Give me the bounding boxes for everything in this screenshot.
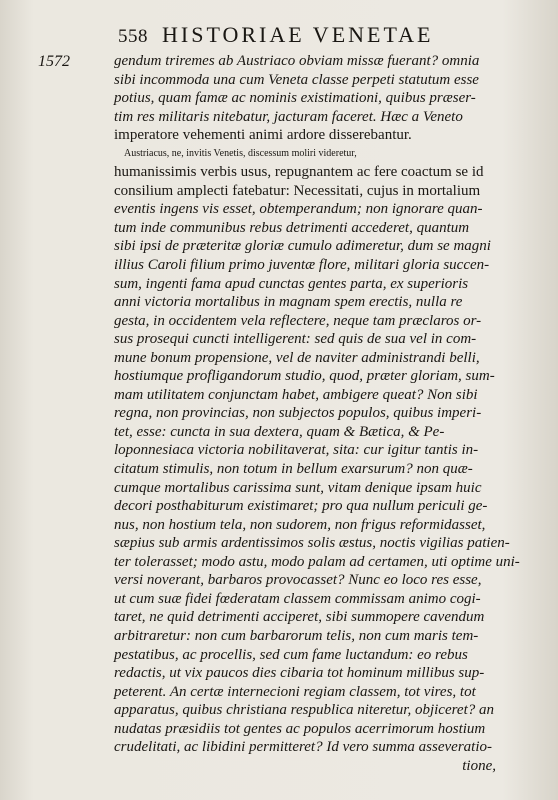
text-line: tione,	[462, 757, 496, 774]
text-line: cumque mortalibus carissima sunt, vitam denique ipsam huic	[114, 479, 482, 496]
text-line: arbitraretur: non cum barbarorum telis, non cum maris tem-	[114, 627, 479, 644]
text-line: crudelitati, ac libidini permitteret? Id vero summa asseveratio-	[114, 739, 492, 756]
text-line: humanissimis verbis usus, repugnantem ac fere coactum se id	[114, 164, 484, 181]
text-line: potius, quam famæ ac nominis existimationi, quibus præser-	[114, 90, 476, 107]
text-line: ter tolerasset; modo astu, modo palam ad certamen, uti optime uni-	[114, 553, 520, 570]
text-line: eventis ingens vis esset, obtemperandum; non ignorare quan-	[114, 201, 483, 218]
text-line: hostiumque profligandorum studio, quod, præter gloriam, sum-	[114, 368, 495, 385]
text-line: tet, esse: cuncta in sua dextera, quam & Bætica, & Pe-	[114, 423, 445, 440]
running-title: HISTORIAE VENETAE	[162, 22, 434, 47]
text-line: nudatas præsidiis tot gentes ac populos acerrimorum hostium	[114, 720, 486, 737]
text-line: versi noverant, barbaros provocasset? Nunc eo loco res esse,	[114, 572, 482, 589]
page-number: 558	[118, 26, 148, 47]
text-line: sibi ipsi de præteritæ gloriæ cumulo adimeretur, dum se magni	[114, 238, 491, 255]
text-line: sæpius sub armis ardentissimos solis æstus, noctis vigilias patien-	[114, 535, 510, 552]
text-line: sus prosequi cuncti intelligerent: sed quis de sua vel in com-	[114, 331, 477, 348]
text-line: Austriacus, ne, invitis Venetis, discessum moliri videretur,	[124, 147, 357, 159]
text-line: citatum stimulis, non totum in bellum exarsurum? non quæ-	[114, 461, 473, 478]
text-line: tim res militaris nitebatur, jacturam faceret. Hæc a Veneto	[114, 108, 463, 125]
text-line: anni victoria mortalibus in magnam spem erectis, nulla re	[114, 294, 463, 311]
text-line: decori posthabiturum existimaret; pro qua nullum periculi ge-	[114, 498, 488, 515]
text-line: tum inde communibus rebus detrimenti accederet, quantum	[114, 219, 470, 236]
text-line: illius Caroli filium primo juventæ flore, militari gloria succen-	[114, 257, 490, 274]
text-line: regna, non provincias, non subjectos populos, quibus imperi-	[114, 405, 482, 422]
text-line: gendum triremes ab Austriaco obviam missæ fuerant? omnia	[114, 53, 480, 69]
text-line: mam utilitatem conjunctam habet, ambigere queat? Non sibi	[114, 386, 478, 403]
margin-year-note: 1572	[38, 53, 70, 70]
body-text	[114, 52, 526, 775]
text-line: gesta, in occidentem vela reflectere, neque tam præclaros or-	[114, 312, 482, 329]
text-line: ut cum suæ fidei fœderatam classem commissam animo cogi-	[114, 590, 481, 607]
text-line: consilium amplecti fatebatur: Necessitati, cujus in mortalium	[114, 182, 481, 199]
text-line: peterent. An certæ internecioni regiam classem, tot vires, tot	[114, 683, 476, 700]
text-line: nus, non hostium tela, non sudorem, non frigus reformidasset,	[114, 516, 486, 533]
text-line: apparatus, quibus christiana respublica niteretur, objiceret? an	[114, 702, 494, 719]
text-line: taret, ne quid detrimenti acciperet, sibi summopere cavendum	[114, 609, 485, 626]
text-line: mune bonum propensione, vel de naviter administrandi belli,	[114, 349, 480, 366]
text-line: redactis, ut vix paucos dies cibaria tot hominum millibus sup-	[114, 665, 485, 682]
text-line: pestatibus, ac procellis, sed cum fame luctandum: eo rebus	[114, 646, 468, 663]
page-header	[118, 22, 468, 50]
text-line: sibi incommoda una cum Veneta classe perpeti statutum esse	[114, 71, 479, 88]
text-line: imperatore vehementi animi ardore disserebantur.	[114, 127, 412, 144]
text-line: sum, ingenti fama apud cunctas gentes parta, ex superioris	[114, 275, 469, 292]
text-line: loponnesiaca victoria nobilitaverat, sita: cur igitur tantis in-	[114, 442, 479, 459]
